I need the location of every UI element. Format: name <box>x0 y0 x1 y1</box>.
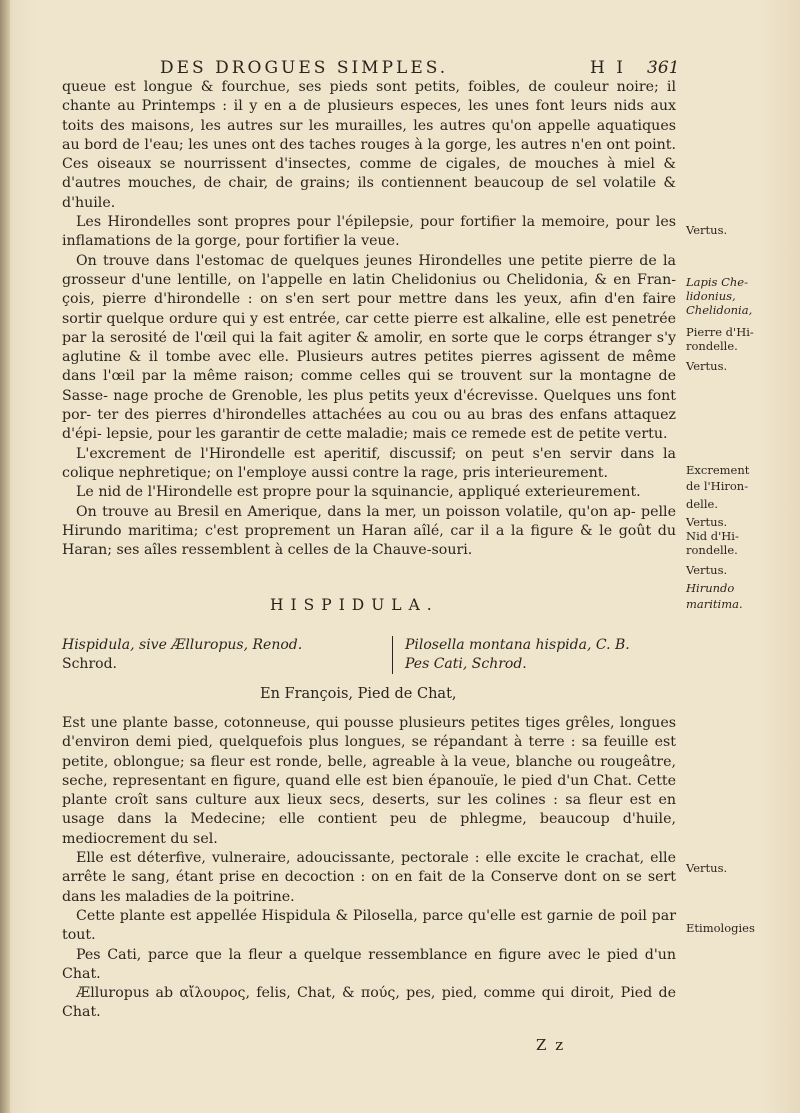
margin-note: Nid d'Hi- <box>686 529 739 543</box>
margin-note: maritima. <box>686 597 743 611</box>
paragraph: Les Hirondelles sont propres pour l'épilepsie, pour fortifier la memoire, pour les inflamations de la gorge, pour fortifier la veue. <box>62 214 676 250</box>
signature-mark: Z z <box>536 1036 566 1054</box>
header-section: H I <box>590 58 626 78</box>
paragraph: L'excrement de l'Hirondelle est aperitif, discussif; on peut s'en servir dans la colique nephretique; on l'employe aussi contre la rage, pris interieurement. <box>62 445 676 481</box>
margin-note: Vertus. <box>686 515 728 529</box>
margin-note: rondelle. <box>686 543 738 557</box>
paragraph: queue est longue & fourchue, ses pieds sont petits, foibles, de couleur noire; il chante au Printemps : il y en a de plusieurs especes, les unes font leurs nids aux toits des maisons, les autres sur les murailles, les autres qu'on appelle aquatiques au bord de l'eau; les unes ont des taches rouges à la gorge, les autres n'en ont point. Ces oiseaux se nourrissent d'insectes, comme de cigales, de mouches à miel & d'autres mouches, de chair, de grains; ils contiennent beaucoup de sel volatile & d'huile. <box>62 79 676 211</box>
margin-note: Vertus. <box>686 861 728 875</box>
margin-note: Vertus. <box>686 563 728 577</box>
paragraph: Ælluropus ab αἴλουρος, felis, Chat, & πούς, pes, pied, comme qui diroit, Pied de Chat. <box>62 985 676 1021</box>
paragraph: On trouve dans l'estomac de quelques jeunes Hirondelles une petite pierre de la grosseur d'une lentille, on l'appelle en latin Chelidonius ou Chelidonia, & en Fran- çois, pierre d'hirondelle : on s'en sert pour mettre dans les yeux, afin d'en faire sortir quelque ordure qui y est entrée, car cette pierre est alkaline, elle est penetrée par la serosité de l'œil qui la fait agiter & amolir, en sorte que le corps étranger s'y aglutine & il tombe avec elle. Plusieurs autres petites pierres agissent de même dans l'œil par la même raison; comme celles qui se trouvent sur la montagne de Sasse- nage proche de Grenoble, les plus petits yeux d'écrevisse. Quelques uns font por- ter des pierres d'hirondelles attachées au cou ou au bras des enfans attaquez d'épi- lepsie, pour les garantir de cette maladie; mais ce remede est de petite vertu. <box>62 252 676 443</box>
margin-note: Excrement <box>686 463 750 477</box>
paragraph: Elle est déterfive, vulneraire, adoucissante, pectorale : elle excite le crachat, elle arrête le sang, étant prise en decoction : on en fait de la Conserve dont on se sert dans les maladies de la poitrine. <box>62 850 676 905</box>
margin-note: rondelle. <box>686 339 738 353</box>
paragraph: Le nid de l'Hirondelle est propre pour la squinancie, appliqué exterieurement. <box>76 484 641 501</box>
margin-note: Etimologies <box>686 921 755 935</box>
header-title: DES DROGUES SIMPLES. <box>160 58 449 78</box>
synonyms-right: Pilosella montana hispida, C. B. Pes Cati, Schrod. <box>392 636 695 674</box>
main-text-block-1 <box>62 78 676 560</box>
margin-note: Hirundo <box>686 581 735 595</box>
margin-note: delle. <box>686 497 718 511</box>
page-gutter <box>0 0 10 1113</box>
synonyms-left: Hispidula, sive Ælluropus, Renod. Schrod. <box>62 637 303 672</box>
margin-note: de l'Hiron- <box>686 479 749 493</box>
main-text-block-2 <box>62 714 676 1023</box>
margin-note: Lapis Che- <box>686 275 748 289</box>
french-name: En François, Pied de Chat, <box>260 686 457 702</box>
paragraph: Cette plante est appellée Hispidula & Pilosella, parce qu'elle est garnie de poil par tout. <box>62 907 676 944</box>
section-heading: HISPIDULA. <box>270 596 439 614</box>
margin-note: Pierre d'Hi- <box>686 325 754 339</box>
paragraph: Est une plante basse, cotonneuse, qui pousse plusieurs petites tiges grêles, longues d'environ demi pied, quelquefois plus longues, se répandant à terre : sa feuille est petite, oblongue; sa fleur est ronde, belle, agreable à la veue, blanche ou rougeâtre, seche, representant en figure, quand elle est bien épanouïe, le pied d'un Chat. Cette plante croît sans culture aux lieux secs, deserts, sur les colines : sa fleur est en usage dans la Medecine; elle contient peu de phlegme, beaucoup d'huile, mediocrement du sel. <box>62 715 677 847</box>
margin-note: Chelidonia, <box>686 303 753 317</box>
paragraph: On trouve au Bresil en Amerique, dans la mer, un poisson volatile, qu'on ap- pelle Hirundo maritima; c'est proprement un Haran aîlé, car il a la figure & le goût du Haran; ses aîles ressemblent à celles de la Chauve-souri. <box>62 503 676 559</box>
page-number: 361 <box>647 58 680 78</box>
margin-note: Vertus. <box>686 359 728 373</box>
margin-note: lidonius, <box>686 289 736 303</box>
margin-note: Vertus. <box>686 223 728 237</box>
paragraph: Pes Cati, parce que la fleur a quelque ressemblance en figure avec le pied d'un Chat. <box>62 946 676 982</box>
